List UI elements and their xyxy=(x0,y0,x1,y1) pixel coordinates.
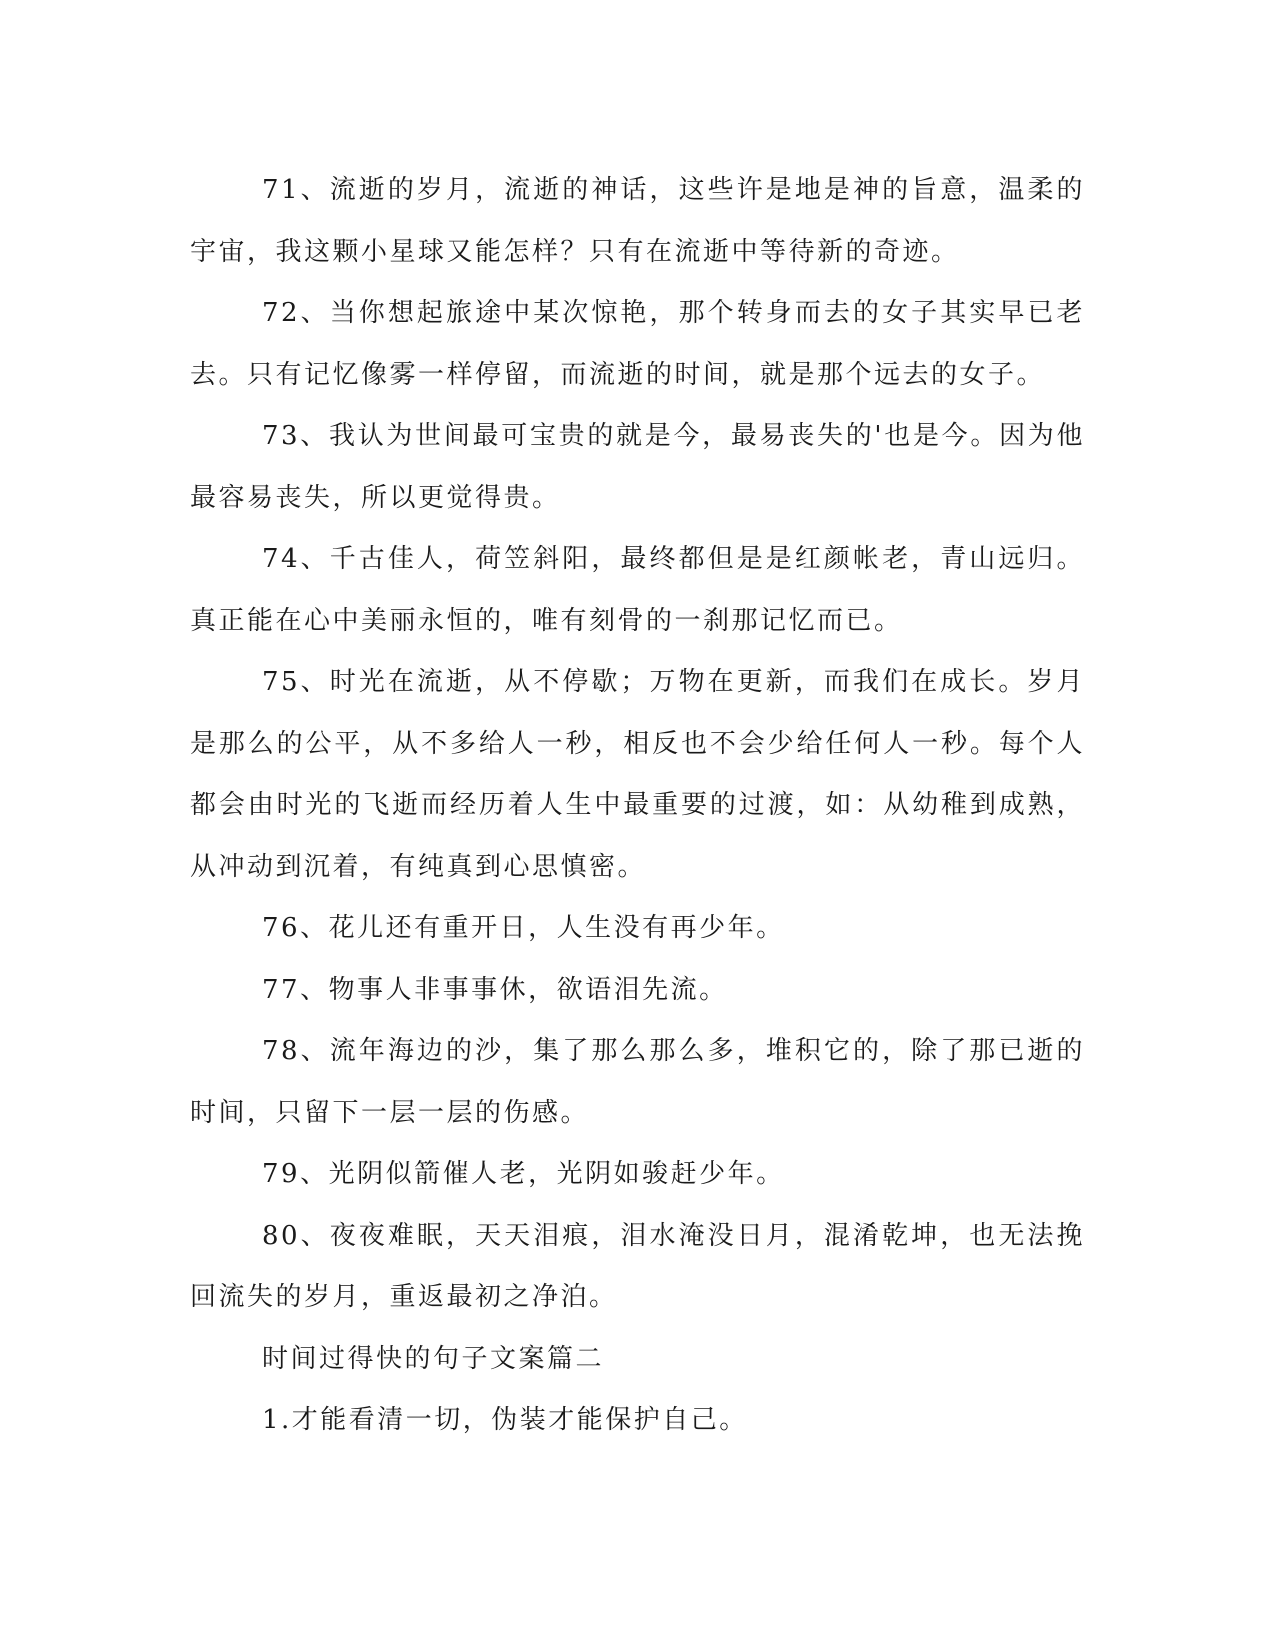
paragraph-1: 1.才能看清一切，伪装才能保护自己。 xyxy=(262,1405,748,1435)
paragraph-72: 72、当你想起旅途中某次惊艳，那个转身而去的女子其实早已老去。只有记忆像雾一样停留，而流逝的时间，就是那个远去的女子。 xyxy=(190,298,1085,390)
paragraph-73: 73、我认为世间最可宝贵的就是今，最易丧失的'也是今。因为他最容易丧失，所以更觉得贵。 xyxy=(190,421,1085,513)
paragraph-75: 75、时光在流逝，从不停歇；万物在更新，而我们在成长。岁月是那么的公平，从不多给人一秒，相反也不会少给任何人一秒。每个人都会由时光的飞逝而经历着人生中最重要的过渡，如：从幼稚到成熟，从冲动到沉着，有纯真到心思慎密。 xyxy=(190,667,1085,882)
paragraph-79: 79、光阴似箭催人老，光阴如骏赶少年。 xyxy=(262,1159,785,1189)
paragraph-71: 71、流逝的岁月，流逝的神话，这些许是地是神的旨意，温柔的宇宙，我这颗小星球又能怎样？只有在流逝中等待新的奇迹。 xyxy=(190,175,1085,267)
document-body xyxy=(190,160,1085,1452)
section-heading: 时间过得快的句子文案篇二 xyxy=(262,1343,605,1374)
paragraph-74: 74、千古佳人，荷笠斜阳，最终都但是是红颜帐老，青山远归。真正能在心中美丽永恒的，唯有刻骨的一刹那记忆而已。 xyxy=(190,544,1085,636)
paragraph-76: 76、花儿还有重开日，人生没有再少年。 xyxy=(262,913,785,943)
paragraph-80: 80、夜夜难眠，天天泪痕，泪水淹没日月，混淆乾坤，也无法挽回流失的岁月，重返最初之净泊。 xyxy=(190,1220,1085,1312)
paragraph-77: 77、物事人非事事休，欲语泪先流。 xyxy=(262,974,728,1005)
paragraph-78: 78、流年海边的沙，集了那么那么多，堆积它的，除了那已逝的时间，只留下一层一层的伤感。 xyxy=(190,1036,1085,1128)
